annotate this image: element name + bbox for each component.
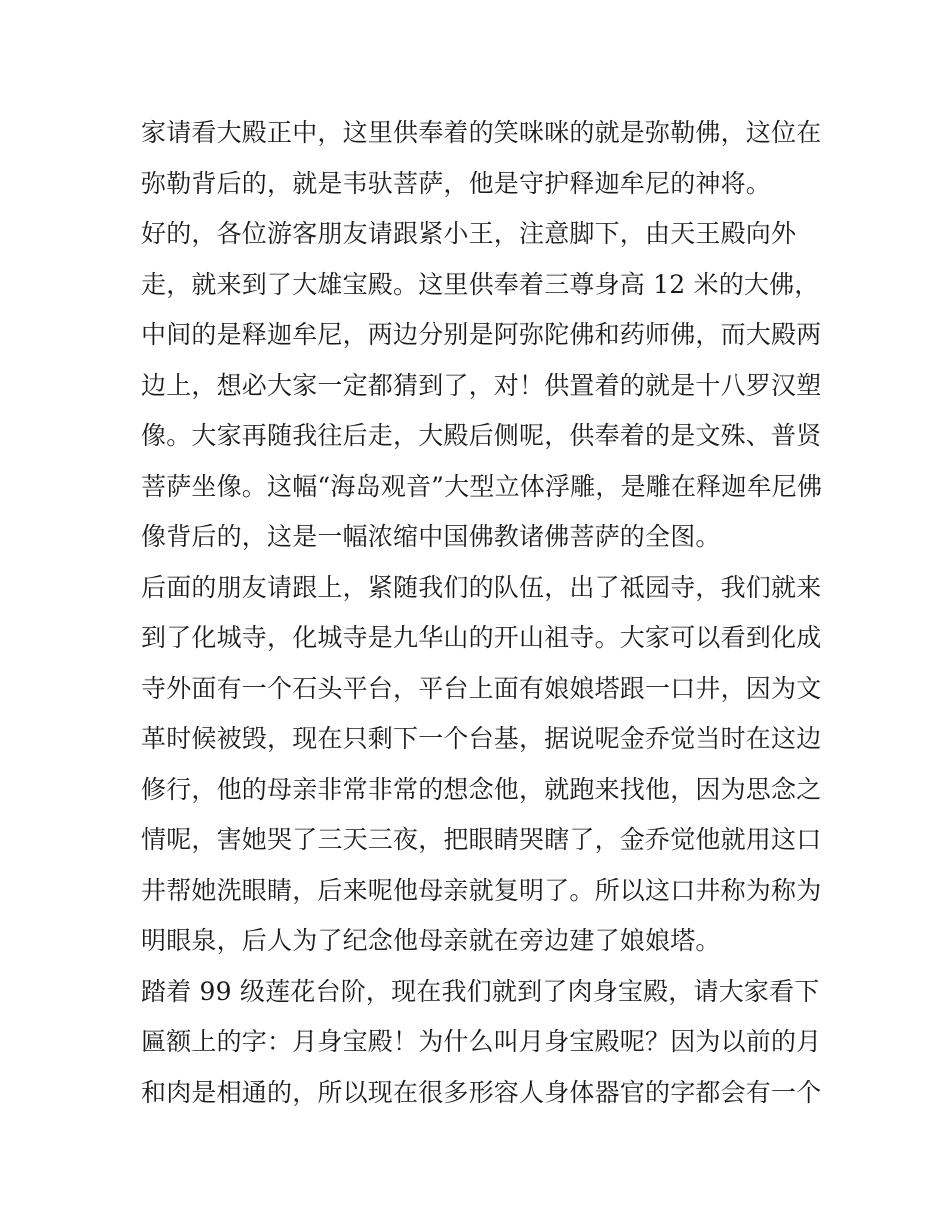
- text-line: 家请看大殿正中，这里供奉着的笑咪咪的就是弥勒佛，这位在: [141, 118, 822, 147]
- text-line: 走，就来到了大雄宝殿。这里供奉着三尊身高 12 米的大佛，: [141, 269, 820, 299]
- text-line: 修行，他的母亲非常非常的想念他，就跑来找他，因为思念之: [141, 774, 822, 804]
- text-line: 弥勒背后的，就是韦驮菩萨，他是守护释迦牟尼的神将。: [141, 168, 772, 198]
- text-line: 井帮她洗眼睛，后来呢他母亲就复明了。所以这口井称为称为: [141, 875, 822, 905]
- text-line: 寺外面有一个石头平台，平台上面有娘娘塔跟一口井，因为文: [141, 673, 822, 703]
- text-line: 明眼泉，后人为了纪念他母亲就在旁边建了娘娘塔。: [141, 926, 721, 955]
- document-body: [141, 108, 821, 1118]
- text-line: 到了化城寺，化城寺是九华山的开山祖寺。大家可以看到化成: [141, 623, 822, 652]
- text-line: 后面的朋友请跟上，紧随我们的队伍，出了祗园寺，我们就来: [141, 572, 822, 602]
- text-line: 边上，想必大家一定都猜到了，对！供置着的就是十八罗汉塑: [141, 370, 822, 400]
- text-line: 革时候被毁，现在只剩下一个台基，据说呢金乔觉当时在这边: [141, 724, 822, 753]
- text-line: 匾额上的字：月身宝殿！为什么叫月身宝殿呢？因为以前的月: [141, 1027, 822, 1056]
- text-line: 和肉是相通的，所以现在很多形容人身体器官的字都会有一个: [141, 1077, 822, 1107]
- text-line: 中间的是释迦牟尼，两边分别是阿弥陀佛和药师佛，而大殿两: [141, 320, 822, 349]
- text-line: 像。大家再随我往后走，大殿后侧呢，供奉着的是文殊、普贤: [141, 421, 822, 450]
- text-line: 像背后的，这是一幅浓缩中国佛教诸佛菩萨的全图。: [141, 522, 721, 551]
- text-line: 情呢，害她哭了三天三夜，把眼睛哭瞎了，金乔觉他就用这口: [141, 825, 822, 854]
- text-line: 踏着 99 级莲花台阶，现在我们就到了肉身宝殿，请大家看下: [141, 976, 820, 1006]
- text-line: 好的，各位游客朋友请跟紧小王，注意脚下，由天王殿向外: [141, 219, 797, 248]
- text-line: 菩萨坐像。这幅“海岛观音”大型立体浮雕，是雕在释迦牟尼佛: [141, 471, 823, 501]
